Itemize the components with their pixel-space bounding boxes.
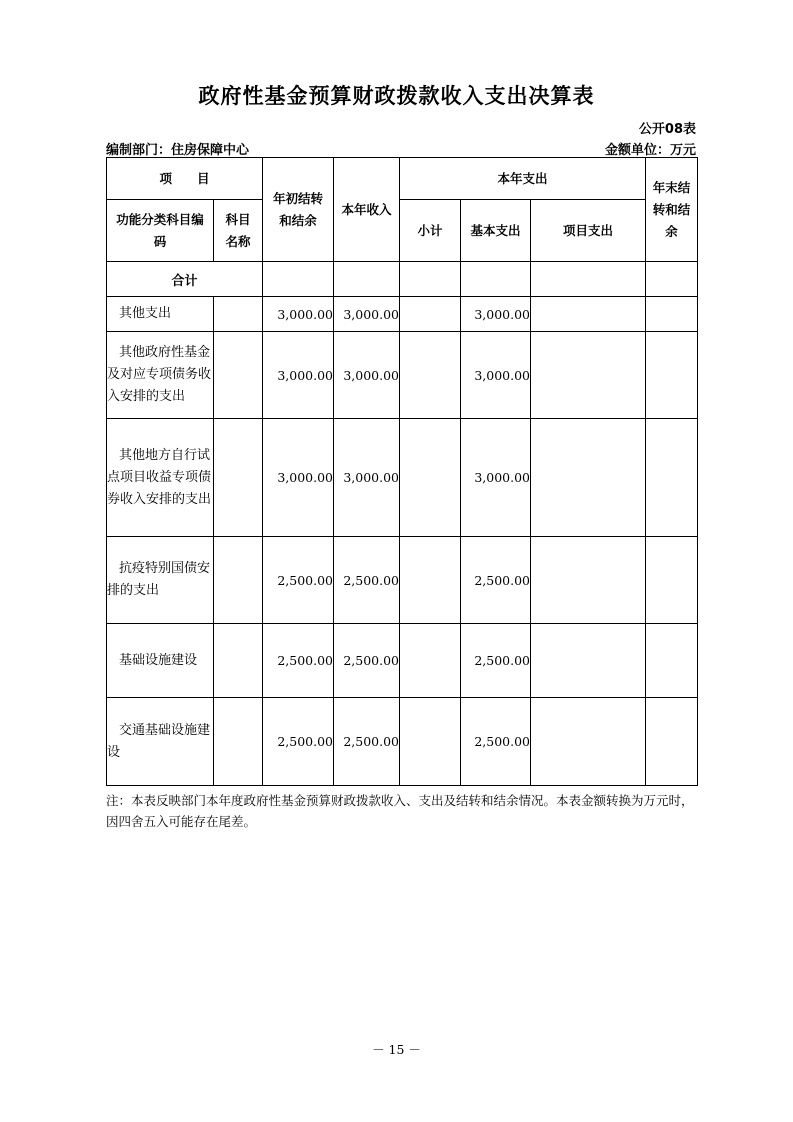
header-income: 本年收入 [334, 158, 400, 262]
table-row [107, 419, 698, 537]
budget-table [106, 157, 698, 786]
total-row [107, 262, 698, 297]
row-name: 交通基础设施建设 [107, 698, 214, 786]
row-subtotal [400, 698, 461, 786]
row-project [531, 537, 646, 624]
unit-label: 金额单位：万元 [604, 143, 696, 158]
department-label: 编制部门：住房保障中心 [106, 143, 250, 158]
row-name: 基础设施建设 [107, 624, 214, 698]
header-begin-balance: 年初结转和结余 [263, 158, 334, 262]
row-end [646, 624, 698, 698]
row-subtotal [400, 332, 461, 419]
header-project: 项目支出 [531, 200, 646, 262]
row-project [531, 297, 646, 332]
row-subtotal [400, 297, 461, 332]
table-row [107, 698, 698, 786]
header-end-balance: 年末结转和结余 [646, 158, 698, 262]
row-income: 3,000.00 [334, 297, 400, 332]
row-basic: 2,500.00 [461, 698, 531, 786]
row-end [646, 698, 698, 786]
row-basic: 3,000.00 [461, 332, 531, 419]
row-end [646, 419, 698, 537]
row-income: 3,000.00 [334, 332, 400, 419]
table-row [107, 332, 698, 419]
row-basic: 3,000.00 [461, 297, 531, 332]
row-begin: 2,500.00 [263, 537, 334, 624]
table-row [107, 297, 698, 332]
table-row [107, 537, 698, 624]
header-subtotal: 小计 [400, 200, 461, 262]
row-income: 2,500.00 [334, 537, 400, 624]
row-project [531, 332, 646, 419]
header-item: 项 目 [107, 158, 263, 200]
header-basic: 基本支出 [461, 200, 531, 262]
page-title: 政府性基金预算财政拨款收入支出决算表 [198, 84, 595, 108]
table-row [107, 624, 698, 698]
row-subtotal [400, 419, 461, 537]
row-begin: 3,000.00 [263, 419, 334, 537]
row-income: 2,500.00 [334, 698, 400, 786]
row-begin: 3,000.00 [263, 332, 334, 419]
row-income: 2,500.00 [334, 624, 400, 698]
row-name: 抗疫特别国债安排的支出 [107, 537, 214, 624]
row-basic: 2,500.00 [461, 537, 531, 624]
row-name: 其他地方自行试点项目收益专项债券收入安排的支出 [107, 419, 214, 537]
row-project [531, 624, 646, 698]
row-begin: 2,500.00 [263, 624, 334, 698]
row-begin: 3,000.00 [263, 297, 334, 332]
row-subtotal [400, 624, 461, 698]
header-func-code: 功能分类科目编码 [107, 200, 214, 262]
row-project [531, 419, 646, 537]
row-name: 其他支出 [107, 297, 214, 332]
page-number: － 15 － [372, 1042, 421, 1057]
row-end [646, 332, 698, 419]
row-project [531, 698, 646, 786]
header-subject-name: 科目名称 [214, 200, 263, 262]
row-basic: 2,500.00 [461, 624, 531, 698]
row-name: 其他政府性基金及对应专项债务收入安排的支出 [107, 332, 214, 419]
row-end [646, 297, 698, 332]
row-end [646, 537, 698, 624]
table-note: 注：本表反映部门本年度政府性基金预算财政拨款收入、支出及结转和结余情况。本表金额转换为万元时，因四舍五入可能存在尾差。 [106, 793, 694, 829]
row-begin: 2,500.00 [263, 698, 334, 786]
header-expense: 本年支出 [400, 158, 646, 200]
row-income: 3,000.00 [334, 419, 400, 537]
row-basic: 3,000.00 [461, 419, 531, 537]
row-subtotal [400, 537, 461, 624]
total-label: 合计 [107, 262, 263, 297]
form-code: 公开08表 [638, 122, 696, 137]
